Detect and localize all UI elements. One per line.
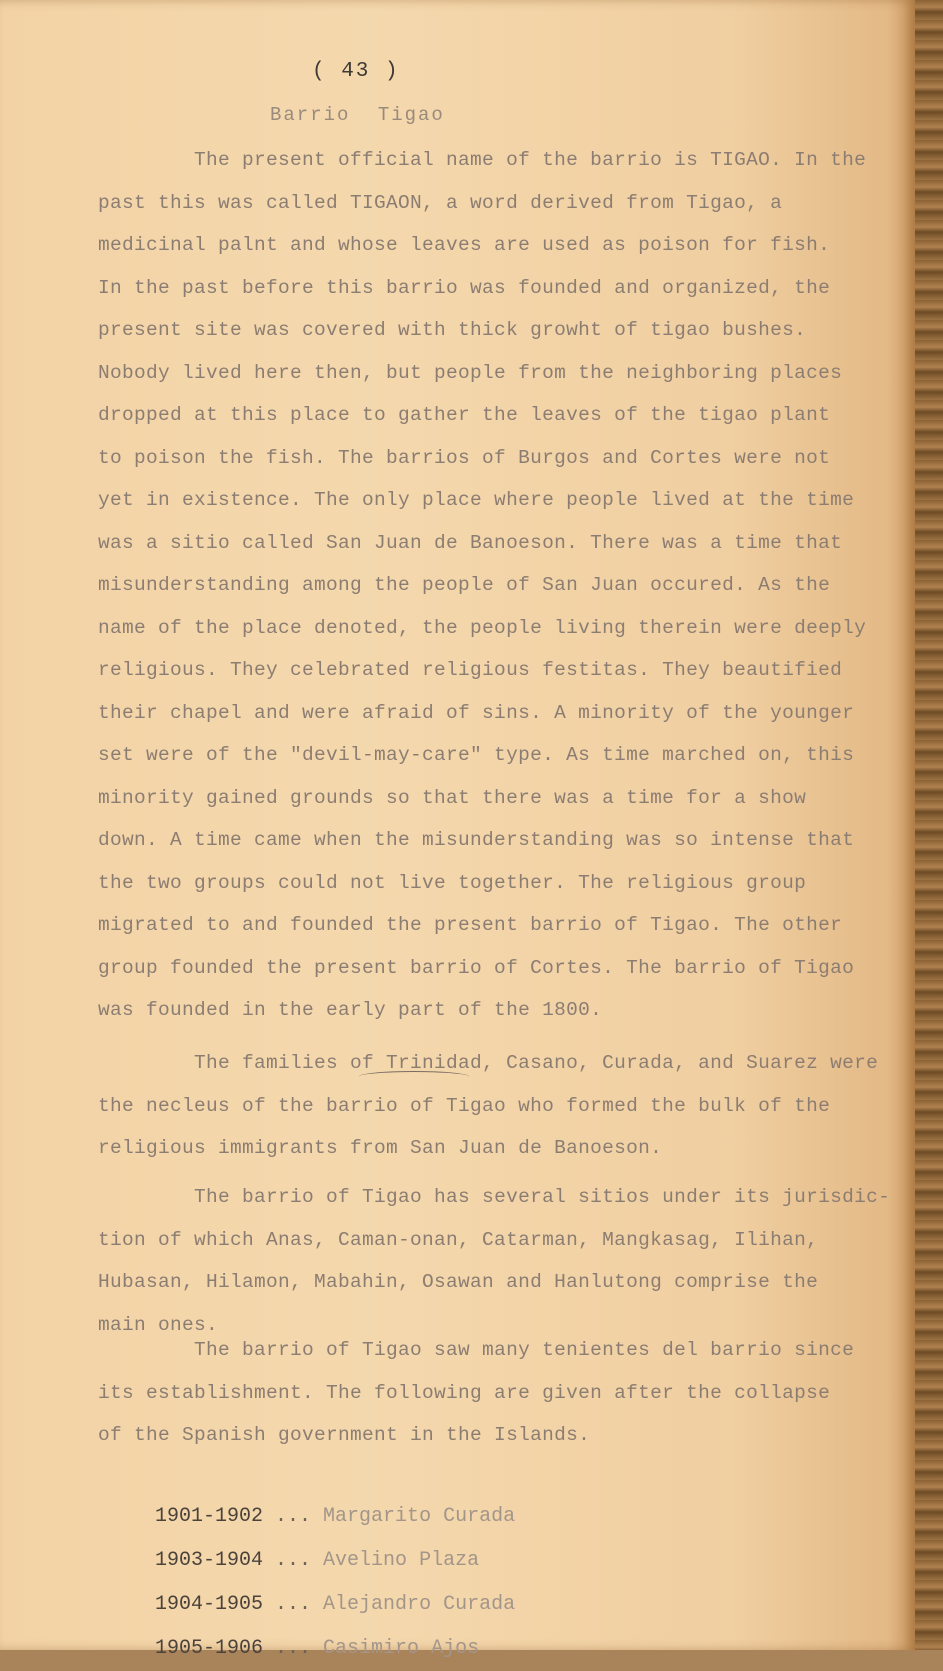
teniente-name: Casimiro Ajos bbox=[323, 1637, 480, 1660]
teniente-name: Avelino Plaza bbox=[323, 1549, 480, 1572]
paragraph-families: The families of Trinidad, Casano, Curada, and Suarez were the necleus of the barrio of Tigao who formed the bulk of the religious immigrants from San Juan de Banoeson. bbox=[98, 1052, 879, 1159]
teniente-name: Margarito Curada bbox=[323, 1505, 516, 1528]
term-separator: ... bbox=[263, 1593, 324, 1616]
list-item bbox=[155, 1583, 515, 1627]
term-years: 1903-1904 bbox=[155, 1549, 264, 1572]
list-item bbox=[155, 1539, 515, 1583]
page-number: ( 43 ) bbox=[312, 60, 400, 83]
tenientes-list bbox=[155, 1495, 515, 1671]
term-years: 1901-1902 bbox=[155, 1505, 264, 1528]
binding-edge bbox=[915, 0, 943, 1650]
list-item bbox=[155, 1495, 515, 1539]
term-years: 1905-1906 bbox=[155, 1637, 264, 1660]
paragraph-sitios: The barrio of Tigao has several sitios under its jurisdic- tion of which Anas, Caman-onan, Catarman, Mangkasag, Ilihan, Hubasan, Hilamon, Mabahin, Osawan and Hanlutong comprise the main ones. bbox=[98, 1186, 891, 1336]
term-separator: ... bbox=[263, 1549, 324, 1572]
list-item bbox=[155, 1627, 515, 1671]
term-years: 1904-1905 bbox=[155, 1593, 264, 1616]
document-title: Barrio Tigao bbox=[270, 104, 445, 126]
term-separator: ... bbox=[263, 1637, 324, 1660]
paragraph-history: The present official name of the barrio is TIGAO. In the past this was called TIGAON, a word derived from Tigao, a medicinal palnt and whose leaves are used as poison for fish. In the past before this barrio was founded and organized, the present site was covered with thick growht of tigao bushes. Nobody lived here then, but people from the neighboring places dropped at this place to gather the leaves of the tigao plant to poison the fish. The barrios of Burgos and Cortes were not yet in existence. The only place where people lived at the time was a sitio called San Juan de Banoeson. There was a time that misunderstanding among the people of San Juan occured. As the name of the place denoted, the people living therein were deeply religious. They celebrated religious festitas. They beautified their chapel and were afraid of sins. A minority of the younger set were of the "devil-may-care" type. As time marched on, this minority gained grounds so that there was a time for a show down. A time came when the misunderstanding was so intense that the two groups could not live together. The religious group migrated to and founded the present barrio of Tigao. The other group founded the present barrio of Cortes. The barrio of Tigao was founded in the early part of the 1800. bbox=[98, 149, 867, 1021]
paragraph-tenientes: The barrio of Tigao saw many tenientes del barrio since its establishment. The following are given after the collapse of the Spanish government in the Islands. bbox=[98, 1339, 855, 1446]
term-separator: ... bbox=[263, 1505, 324, 1528]
teniente-name: Alejandro Curada bbox=[323, 1593, 516, 1616]
